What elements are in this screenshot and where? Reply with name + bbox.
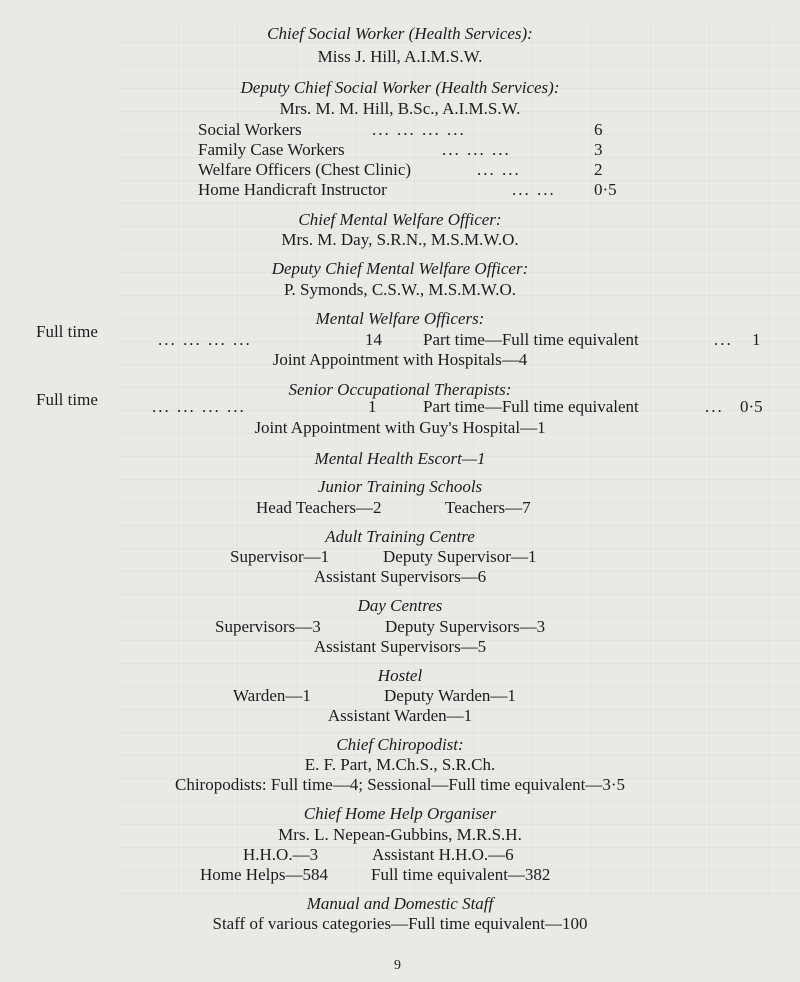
junior-training-schools-heading: Junior Training Schools [317,477,483,496]
warden: Warden—1 [233,686,311,705]
chief-home-help-organiser-name: Mrs. L. Nepean-Gubbins, M.R.S.H. [278,825,522,844]
leader-dots: ... ... ... ... [152,397,246,416]
assistant-supervisors: Assistant Supervisors—6 [313,567,487,586]
staff-label: Family Case Workers [198,140,345,159]
head-teachers: Head Teachers—2 [256,498,382,517]
deputy-chief-mental-welfare-officer-name: P. Symonds, C.S.W., M.S.M.W.O. [283,280,517,299]
part-time-equivalent: 0·5 [740,397,763,416]
deputy-chief-social-worker-heading: Deputy Chief Social Worker (Health Services): [240,78,560,97]
leader-dots: ... ... ... ... [372,120,466,139]
staff-label: Welfare Officers (Chest Clinic) [198,160,412,179]
deputy-supervisors: Deputy Supervisors—3 [385,617,546,636]
hho: H.H.O.—3 [243,845,319,864]
full-time-label: Full time [36,390,98,409]
leader-dots: ... [714,330,733,349]
hostel-heading: Hostel [377,666,423,685]
staff-count: 6 [594,120,603,139]
staff-count: 2 [594,160,603,179]
manual-domestic-staff-text: Staff of various categories—Full time equivalent—100 [212,914,588,933]
day-centres-heading: Day Centres [357,596,443,615]
leader-dots: ... ... ... [442,140,511,159]
part-time-equivalent: 1 [752,330,761,349]
page-number: 9 [394,958,401,973]
teachers: Teachers—7 [445,498,531,517]
deputy-chief-social-worker-name: Mrs. M. M. Hill, B.Sc., A.I.M.S.W. [279,99,521,118]
joint-appointment: Joint Appointment with Hospitals—4 [272,350,528,369]
mental-health-escort: Mental Health Escort—1 [314,449,486,468]
senior-occupational-therapists-heading: Senior Occupational Therapists: [288,380,512,399]
chief-chiropodist-name: E. F. Part, M.Ch.S., S.R.Ch. [304,755,496,774]
adult-training-centre-heading: Adult Training Centre [325,527,475,546]
leader-dots: ... ... ... ... [158,330,252,349]
assistant-supervisors: Assistant Supervisors—5 [313,637,487,656]
chiropodists: Chiropodists: Full time—4; Sessional—Full time equivalent—3·5 [174,775,626,794]
leader-dots: ... [705,397,724,416]
supervisor: Supervisor—1 [230,547,330,566]
full-time-count: 1 [368,397,377,416]
deputy-supervisor: Deputy Supervisor—1 [383,547,537,566]
full-time-label: Full time [36,322,98,341]
full-time-count: 14 [365,330,382,349]
staff-label: Social Workers [198,120,302,139]
joint-appointment: Joint Appointment with Guy's Hospital—1 [254,418,546,437]
chief-home-help-organiser-heading: Chief Home Help Organiser [303,804,497,823]
chief-mental-welfare-officer-heading: Chief Mental Welfare Officer: [298,210,502,229]
staff-count: 3 [594,140,603,159]
home-helps: Home Helps—584 [200,865,328,884]
staff-label: Home Handicraft Instructor [198,180,387,199]
chief-social-worker-name: Miss J. Hill, A.I.M.S.W. [317,47,483,66]
deputy-chief-mental-welfare-officer-heading: Deputy Chief Mental Welfare Officer: [271,259,529,278]
chief-social-worker-heading: Chief Social Worker (Health Services): [267,24,533,43]
chief-mental-welfare-officer-name: Mrs. M. Day, S.R.N., M.S.M.W.O. [281,230,519,249]
part-time-label: Part time—Full time equivalent [423,330,639,349]
part-time-label: Part time—Full time equivalent [423,397,639,416]
mental-welfare-officers-heading: Mental Welfare Officers: [315,309,485,328]
staff-count: 0·5 [594,180,617,199]
chief-chiropodist-heading: Chief Chiropodist: [336,735,464,754]
assistant-hho: Assistant H.H.O.—6 [372,845,514,864]
deputy-warden: Deputy Warden—1 [384,686,516,705]
full-time-equivalent: Full time equivalent—382 [371,865,551,884]
supervisors: Supervisors—3 [215,617,321,636]
manual-domestic-staff-heading: Manual and Domestic Staff [306,894,494,913]
assistant-warden: Assistant Warden—1 [327,706,473,725]
leader-dots: ... ... [477,160,521,179]
leader-dots: ... ... [512,180,556,199]
